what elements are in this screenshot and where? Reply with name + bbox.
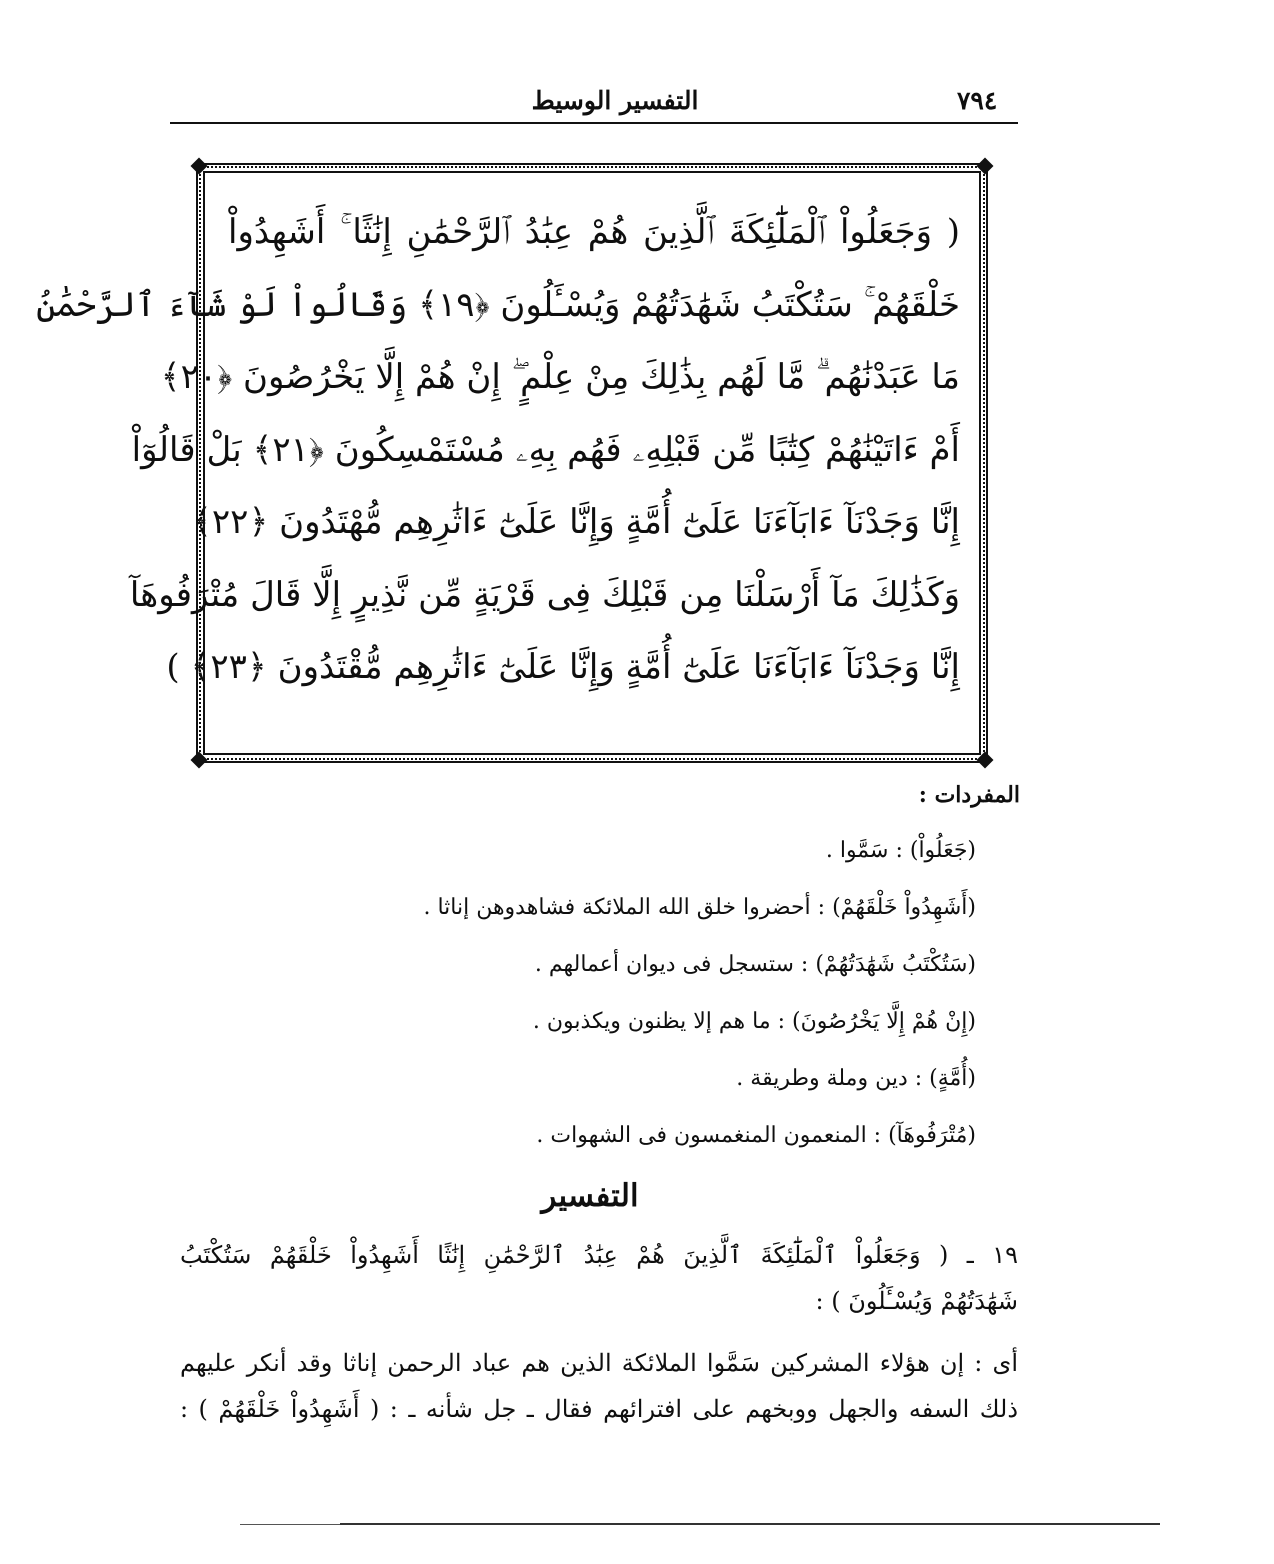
- verse-line: إِنَّا وَجَدْنَآ ءَابَآءَنَا عَلَىٰٓ أُمَّةٍ وَإِنَّا عَلَىٰٓ ءَاثَٰرِهِم مُّهْتَدُونَ ﴿٢٢﴾: [191, 502, 960, 542]
- paragraph-line: شَهَٰدَتُهُمْ وَيُسْـَٔلُونَ ) :: [815, 1287, 1018, 1315]
- page-number: ٧٩٤: [957, 86, 998, 115]
- verse-line: إِنَّا وَجَدْنَآ ءَابَآءَنَا عَلَىٰٓ أُمَّةٍ وَإِنَّا عَلَىٰٓ ءَاثَٰرِهِم مُّقْتَدُونَ ﴿٢٣﴾ ): [166, 647, 960, 687]
- vocabulary-item: (إِنْ هُمْ إِلَّا يَخْرُصُونَ) : ما هم إلا يظنون ويكذبون .: [532, 1009, 976, 1034]
- paragraph-line: ذلك السفه والجهل ووبخهم على افترائهم فقال ـ جل شأنه ـ : ( أَشَهِدُواْ خَلْقَهُمْ ) :: [180, 1395, 1018, 1423]
- vocabulary-item: (أَشَهِدُواْ خَلْقَهُمْ) : أحضروا خلق الله الملائكة فشاهدوهن إناثا .: [423, 895, 976, 920]
- vocabulary-item: (أُمَّةٍ) : دين وملة وطريقة .: [736, 1066, 976, 1091]
- running-title: التفسير الوسيط: [531, 86, 699, 115]
- quran-verses-block: [36, 196, 960, 704]
- header-divider: [170, 122, 1018, 124]
- footer-divider: [340, 1523, 1160, 1525]
- vocabulary-item: (جَعَلُواْ) : سَمَّوا .: [825, 838, 976, 863]
- footer-divider: [240, 1524, 340, 1525]
- vocabulary-heading: المفردات :: [918, 782, 1020, 808]
- vocabulary-item: (سَتُكْتَبُ شَهَٰدَتُهُمْ) : ستسجل فى ديوان أعمالهم .: [534, 952, 976, 977]
- verse-line: مَا عَبَدْنَٰهُم ۗ مَّا لَهُم بِذَٰلِكَ مِنْ عِلْمٍ ۖ إِنْ هُمْ إِلَّا يَخْرُصُونَ ﴿٢٠﴾: [160, 357, 960, 397]
- tafsir-explanation: [180, 1340, 1018, 1432]
- verse-line: خَلْقَهُمْ ۚ سَتُكْتَبُ شَهَٰدَتُهُمْ وَيُسْـَٔلُونَ ﴿١٩﴾ وَقَالُواْ لَوْ شَآءَ ٱلرَّحْمَٰنُ: [36, 284, 960, 325]
- verse-line: وَكَذَٰلِكَ مَآ أَرْسَلْنَا مِن قَبْلِكَ فِى قَرْيَةٍ مِّن نَّذِيرٍ إِلَّا قَالَ مُتْرَفُوهَآ: [129, 574, 960, 615]
- tafsir-heading: التفسير: [541, 1178, 639, 1214]
- verse-line: ( وَجَعَلُواْ ٱلْمَلَٰٓئِكَةَ ٱلَّذِينَ هُمْ عِبَٰدُ ٱلرَّحْمَٰنِ إِنَٰثًا ۚ أَشَهِدُواْ: [228, 212, 960, 252]
- paragraph-line: أى : إن هؤلاء المشركين سَمَّوا الملائكة الذين هم عباد الرحمن إناثا وقد أنكر عليهم: [180, 1349, 1018, 1377]
- vocabulary-item: (مُتْرَفُوهَآ) : المنعمون المنغمسون فى الشهوات .: [536, 1123, 976, 1148]
- paragraph-line: ١٩ ـ ( وَجَعَلُواْ ٱلْمَلَٰٓئِكَةَ ٱلَّذِينَ هُمْ عِبَٰدُ ٱلرَّحْمَٰنِ إِنَٰثًا أَشَهِدُواْ خَلْقَهُمْ سَتُكْتَبُ: [180, 1241, 1018, 1269]
- vocabulary-list: [330, 822, 976, 1164]
- verse-line: أَمْ ءَاتَيْنَٰهُمْ كِتَٰبًا مِّن قَبْلِهِۦ فَهُم بِهِۦ مُسْتَمْسِكُونَ ﴿٢١﴾ بَلْ قَالُوٓاْ: [131, 429, 960, 470]
- tafsir-verse-quote: [180, 1232, 1018, 1324]
